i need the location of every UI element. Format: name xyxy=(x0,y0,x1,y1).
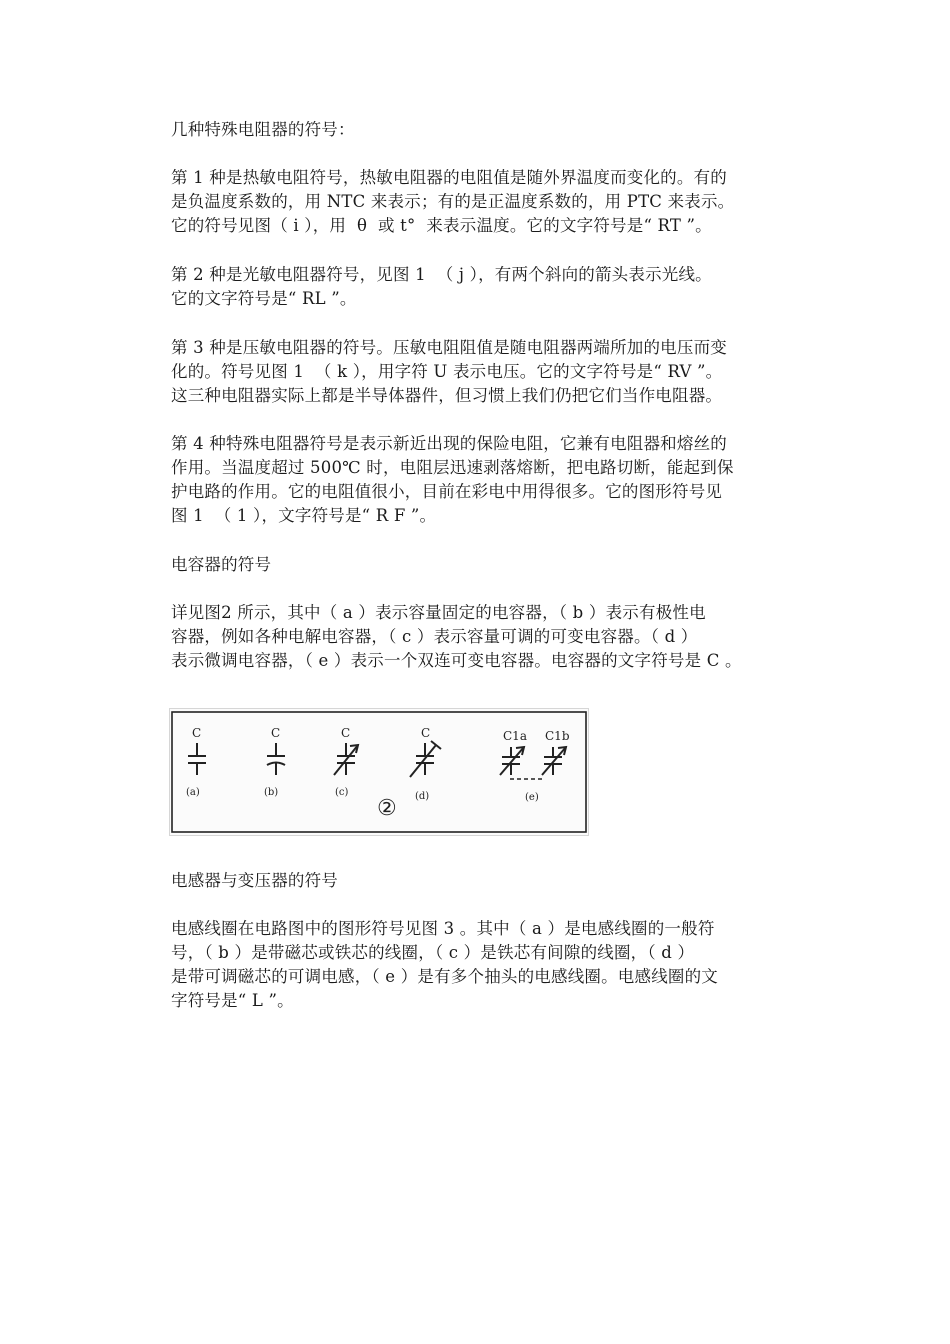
text-line: 电感线圈在电路图中的图形符号见图 3 。其中（ a ）是电感线圈的一般符 xyxy=(171,919,715,938)
text-line: 号，（ b ）是带磁芯或铁芯的线圈，（ c ）是铁芯有间隙的线圈，（ d ） xyxy=(171,943,695,962)
paragraph-varistor xyxy=(171,336,811,408)
label-a: C xyxy=(192,726,202,740)
paragraph-fuse-resistor xyxy=(171,432,811,528)
text-line: 第 4 种特殊电阻器符号是表示新近出现的保险电阻，它兼有电阻器和熔丝的 xyxy=(171,434,727,453)
caption-b: (b) xyxy=(264,787,279,798)
heading-text: 电感器与变压器的符号 xyxy=(171,871,338,890)
label-b: C xyxy=(271,726,281,740)
label-c: C xyxy=(341,726,351,740)
label-e-a: C1a xyxy=(503,729,527,743)
caption-c: (c) xyxy=(335,787,349,798)
text-line: 图 1 （ 1 ），文字符号是“ R F ”。 xyxy=(171,506,437,525)
label-e-b: C1b xyxy=(545,729,570,743)
polarized-capacitor-symbol xyxy=(267,743,285,775)
text-line: 表示微调电容器，（ e ）表示一个双连可变电容器。电容器的文字符号是 C 。 xyxy=(171,651,742,670)
text-line: 是带可调磁芯的可调电感，（ e ）是有多个抽头的电感线圈。电感线圈的文 xyxy=(171,967,719,986)
caption-e: (e) xyxy=(525,792,539,803)
heading-text: 几种特殊电阻器的符号： xyxy=(171,120,355,139)
text-line: 第 3 种是压敏电阻器的符号。压敏电阻阻值是随电阻器两端所加的电压而变 xyxy=(171,338,727,357)
caption-d: (d) xyxy=(415,791,430,802)
text-line: 护电路的作用。它的电阻值很小，目前在彩电中用得很多。它的图形符号见 xyxy=(171,482,723,501)
heading-text: 电容器的符号 xyxy=(171,555,272,574)
resistor-heading xyxy=(171,118,811,142)
text-line: 第 1 种是热敏电阻符号，热敏电阻器的电阻值是随外界温度而变化的。有的 xyxy=(171,168,727,187)
text-line: 字符号是“ L ”。 xyxy=(171,991,294,1010)
text-line: 详见图2 所示，其中（ a ）表示容量固定的电容器，（ b ）表示有极性电 xyxy=(171,603,706,622)
paragraph-photoresistor xyxy=(171,263,811,311)
paragraph-thermistor xyxy=(171,166,811,238)
figure-number: ② xyxy=(377,796,397,821)
text-line: 容器，例如各种电解电容器，（ c ）表示容量可调的可变电容器。（ d ） xyxy=(171,627,698,646)
variable-capacitor-symbol xyxy=(334,743,358,775)
paragraph-inductor xyxy=(171,917,811,1013)
text-line: 化的。符号见图 1 （ k ），用字符 U 表示电压。它的文字符号是“ RV ”。 xyxy=(171,362,723,381)
label-d: C xyxy=(421,726,431,740)
fixed-capacitor-symbol xyxy=(188,743,206,775)
inductor-heading xyxy=(171,869,811,893)
capacitor-heading xyxy=(171,553,811,577)
trimmer-capacitor-symbol xyxy=(410,741,441,777)
capacitor-symbols-figure xyxy=(169,708,589,836)
text-line: 它的符号见图（ i ），用 θ 或 t° 来表示温度。它的文字符号是“ RT ”。 xyxy=(171,216,712,235)
text-line: 它的文字符号是“ RL ”。 xyxy=(171,289,357,308)
text-line: 作用。当温度超过 500℃ 时，电阻层迅速剥落熔断，把电路切断，能起到保 xyxy=(171,458,734,477)
paragraph-capacitor xyxy=(171,601,811,673)
text-line: 第 2 种是光敏电阻器符号，见图 1 （ j ），有两个斜向的箭头表示光线。 xyxy=(171,265,712,284)
caption-a: (a) xyxy=(186,787,200,798)
text-line: 是负温度系数的，用 NTC 来表示；有的是正温度系数的，用 PTC 来表示。 xyxy=(171,192,735,211)
text-line: 这三种电阻器实际上都是半导体器件，但习惯上我们仍把它们当作电阻器。 xyxy=(171,386,723,405)
dual-variable-capacitor-symbol xyxy=(500,747,566,779)
capacitor-symbols-drawing xyxy=(170,709,590,837)
